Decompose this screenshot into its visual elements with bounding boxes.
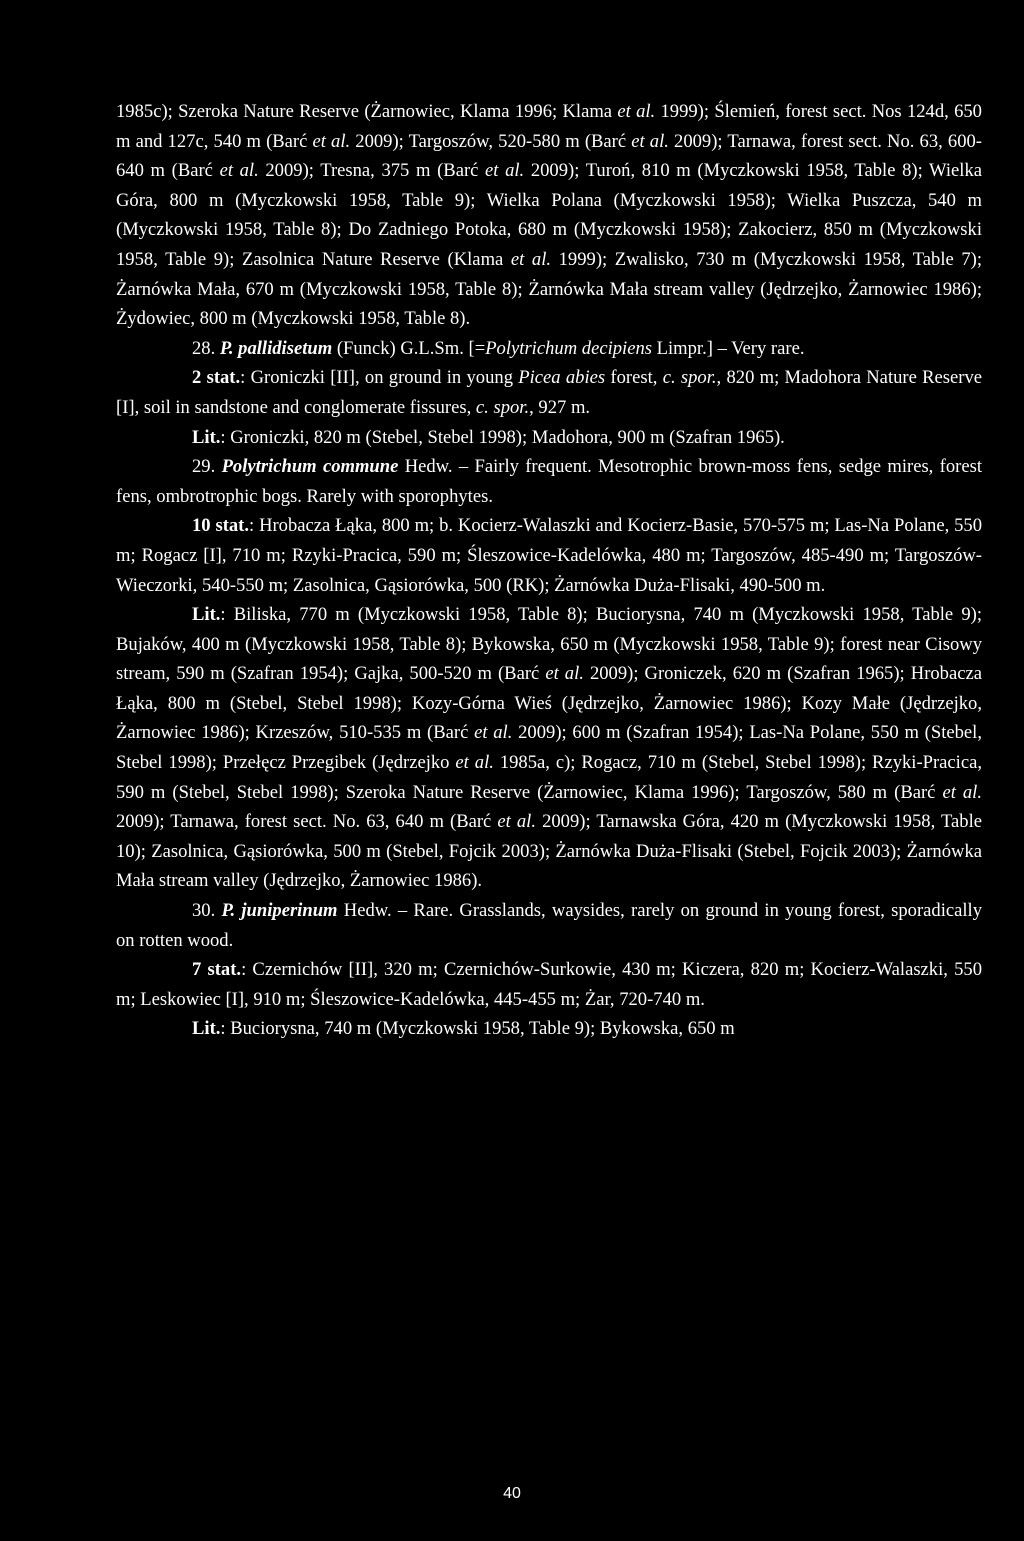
paragraph: [116, 97, 982, 334]
text-run: : Hrobacza Łąka, 800 m; b. Kocierz-Walaszki and Kocierz-Basie, 570-575 m; Las-Na Polane, 550 m; Rogacz [I], 710 m; Rzyki-Pracica, 590 m; Śleszowice-Kadelówka, 480 m; Targoszów, 485-490 m; Targoszów-Wieczorki, 540-550 m; Zasolnica, Gąsiorówka, 500 (RK); Żarnówka Duża-Flisaki, 490-500 m.: [116, 515, 982, 596]
bold-text: 10 stat.: [192, 515, 250, 537]
italic-text: c. spor.: [662, 367, 717, 389]
italic-text: Picea abies: [518, 367, 606, 389]
text-run: , 927 m.: [529, 396, 591, 418]
text-run: (Funck) G.L.Sm. [=: [332, 337, 486, 359]
text-run: 2009); Tarnawa, forest sect. No. 63, 600-640 m (Barć: [116, 130, 982, 182]
text-run: , 820 m; Madohora Nature Reserve [I], soil in sandstone and conglomerate fissures,: [116, 367, 983, 418]
paragraph: [116, 1014, 982, 1044]
text-run: : Czernichów [II], 320 m; Czernichów-Surkowie, 430 m; Kiczera, 820 m; Kocierz-Walaszki, 550 m; Leskowiec [I], 910 m; Śleszowice-Kadelówka, 445-455 m; Żar, 720-740 m.: [116, 959, 983, 1010]
species-name: P. juniperinum: [221, 900, 338, 922]
text-run: Hedw. – Rare. Grasslands, waysides, rarely on ground in young forest, sporadically on rotten wood.: [116, 900, 983, 951]
text-run: 2009); Tarnawa, forest sect. No. 63, 640 m (Barć: [116, 811, 498, 833]
text-run: : Groniczki, 820 m (Stebel, Stebel 1998); Madohora, 900 m (Szafran 1965).: [220, 426, 785, 448]
text-run: 1985c); Szeroka Nature Reserve (Żarnowiec, Klama 1996; Klama: [116, 101, 618, 122]
italic-text: et al.: [312, 130, 351, 152]
paragraph: [116, 363, 982, 422]
paragraph: [116, 334, 982, 364]
paragraph: [116, 423, 982, 453]
text-run: Hedw. – Fairly frequent. Mesotrophic brown-moss fens, sedge mires, forest fens, ombrotrophic bogs. Rarely with sporophytes.: [116, 456, 982, 507]
text-run: : Biliska, 770 m (Myczkowski 1958, Table 8); Buciorysna, 740 m (Myczkowski 1958, Table 9); Bujaków, 400 m (Myczkowski 1958, Table 8); Bykowska, 650 m (Myczkowski 1958, Table 9); forest near Cisowy stream, 590 m (Szafran 1954); Gajka, 500-520 m (Barć: [116, 604, 982, 685]
italic-text: c. spor.: [475, 396, 530, 418]
text-run: forest,: [605, 367, 663, 389]
italic-text: et al.: [485, 160, 525, 182]
italic-text: et al.: [631, 130, 669, 152]
bold-text: 7 stat.: [192, 959, 242, 981]
text-run: 2009); Turoń, 810 m (Myczkowski 1958, Table 8); Wielka Góra, 800 m (Myczkowski 1958, Table 9); Wielka Polana (Myczkowski 1958); Wielka Puszcza, 540 m (Myczkowski 1958, Table 8); Do Zadniego Potoka, 680 m (Myczkowski 1958); Zakocierz, 850 m (Myczkowski 1958, Table 9); Zasolnica Nature Reserve (Klama: [116, 160, 982, 270]
italic-text: Polytrichum decipiens: [485, 337, 652, 359]
bold-text: Lit.: [192, 1018, 221, 1040]
species-name: P. pallidisetum: [219, 337, 333, 359]
bold-text: Lit.: [192, 604, 221, 626]
paragraph: [116, 955, 982, 1014]
text-run: Limpr.] – Very rare.: [651, 337, 805, 359]
text-run: : Buciorysna, 740 m (Myczkowski 1958, Table 9); Bykowska, 650 m: [220, 1018, 735, 1040]
text-run: 28.: [192, 337, 220, 359]
page-body: [116, 97, 982, 1044]
italic-text: et al.: [497, 811, 536, 833]
bold-text: 2 stat.: [192, 367, 241, 389]
paragraph: [116, 452, 982, 511]
text-run: : Groniczki [II], on ground in young: [240, 367, 519, 389]
paragraph: [116, 600, 982, 896]
text-run: 2009); 600 m (Szafran 1954); Las-Na Polane, 550 m (Stebel, Stebel 1998); Przełęcz Przegibek (Jędrzejko: [116, 722, 982, 774]
species-name: Polytrichum commune: [221, 456, 399, 478]
page-number: 40: [503, 1485, 521, 1502]
text-run: 1985a, c); Rogacz, 710 m (Stebel, Stebel 1998); Rzyki-Pracica, 590 m (Stebel, Stebel 1998); Szeroka Nature Reserve (Żarnowiec, Klama 1996); Targoszów, 580 m (Barć: [116, 752, 983, 803]
text-run: 2009); Tarnawska Góra, 420 m (Myczkowski 1958, Table 10); Zasolnica, Gąsiorówka, 500 m (Stebel, Fojcik 2003); Żarnówka Duża-Flisaki (Stebel, Fojcik 2003); Żarnówka Mała stream valley (Jędrzejko, Żarnowiec 1986).: [116, 811, 982, 892]
italic-text: et al.: [219, 160, 259, 182]
italic-text: et al.: [545, 663, 584, 685]
paragraph: [116, 511, 982, 600]
italic-text: et al.: [474, 722, 513, 744]
italic-text: et al.: [455, 752, 494, 774]
text-run: 2009); Tresna, 375 m (Barć: [258, 160, 486, 182]
text-run: 29.: [192, 456, 222, 478]
italic-text: et al.: [617, 101, 656, 122]
italic-text: et al.: [510, 248, 552, 270]
text-run: 1999); Zwalisko, 730 m (Myczkowski 1958, Table 7); Żarnówka Mała, 670 m (Myczkowski 1958, Table 8); Żarnówka Mała stream valley (Jędrzejko, Żarnowiec 1986); Żydowiec, 800 m (Myczkowski 1958, Table 8).: [116, 248, 982, 330]
bold-text: Lit.: [192, 426, 221, 448]
text-run: 30.: [192, 900, 222, 922]
text-run: 2009); Groniczek, 620 m (Szafran 1965); Hrobacza Łąka, 800 m (Stebel, Stebel 1998); Kozy-Górna Wieś (Jędrzejko, Żarnowiec 1986); Kozy Małe (Jędrzejko, Żarnowiec 1986); Krzeszów, 510-535 m (Barć: [116, 663, 982, 744]
italic-text: et al.: [942, 781, 982, 803]
text-run: 2009); Targoszów, 520-580 m (Barć: [350, 130, 632, 152]
paragraph: [116, 896, 982, 955]
text-run: 1999); Ślemień, forest sect. Nos 124d, 650 m and 127c, 540 m (Barć: [116, 101, 982, 152]
